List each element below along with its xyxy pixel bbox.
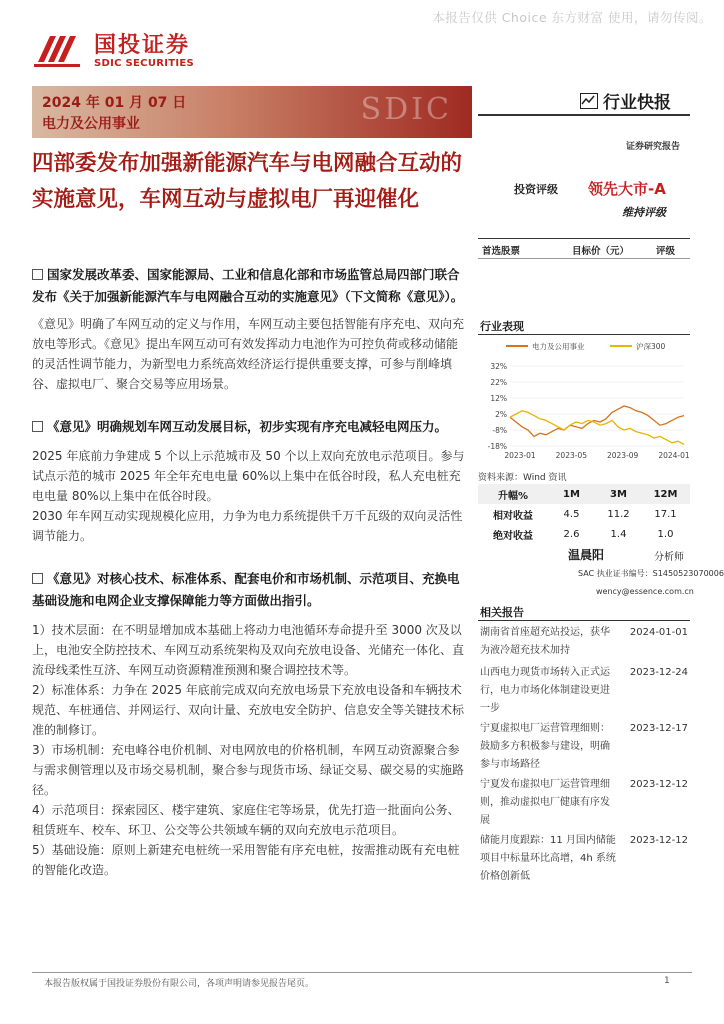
watermark: 本报告仅供 Choice 东方财富 使用，请勿传阅。 [432,10,712,25]
related-item[interactable] [480,664,688,720]
perf-row-label: 相对收益 [493,510,533,522]
analyst-license: SAC 执业证书编号：S1450523070006 [578,569,724,578]
analyst-email[interactable]: wency@essence.com.cn [596,587,694,596]
section-head-text: 国家发展改革委、国家能源局、工业和信息化部和市场监管总局四部门联合发布《关于加强新能源汽车与电网融合互动的实施意见》（下文简称《意见》）。 [32,267,464,304]
related-item-text[interactable]: 宁夏发布虚拟电厂运营管理细则，推动虚拟电厂健康有序发展 [480,779,610,826]
related-item-date: 2023-12-12 [629,835,688,846]
perf-cell: 2.6 [563,528,580,540]
perf-header: 12M [653,488,678,500]
x-tick-label: 2023-05 [555,451,588,460]
section-3 [32,568,468,880]
company-logo [30,32,194,70]
section-head [32,416,468,438]
section-1 [32,264,468,394]
stock-table-col2: 目标价（元） [572,246,630,257]
report-subtype: 证券研究报告 [626,142,681,152]
analyst-name: 温晨阳 [568,548,605,562]
x-tick-label: 2023-01 [504,451,536,460]
perf-row [478,504,690,524]
y-tick-label: 22% [490,378,507,387]
logo-text-cn: 国投证券 [94,32,191,58]
divider [478,620,690,621]
section-para: 2）标准体系：力争在 2025 年底前完成双向充放电场景下充放电设备和车辆技术规范、车桩通信、并网运行、双向计量、充放电安全防护、信息安全等关键技术标准的制修订。 [32,683,465,737]
series-line [510,411,684,445]
banner-brand: SDIC [360,92,452,127]
section-para: 《意见》明确了车网互动的定义与作用，车网互动主要包括智能有序充电、双向充放电等形式。《意见》提出车网互动可有效发挥动力电池作为可控负荷或移动储能的灵活性调节能力，为新型电力系统高效经济运行提供重要支撑，可参与削峰填谷、虚拟电厂、聚合交易等应用场景。 [32,317,465,391]
section-para: 2030 年车网互动实现规模化应用，力争为电力系统提供千万千瓦级的双向灵活性调节能力。 [32,509,463,543]
related-item-date: 2023-12-17 [629,723,688,734]
perf-header: 升幅% [497,490,529,502]
trend-chart-icon [580,93,598,109]
checkbox-icon [32,573,43,584]
related-item-text[interactable]: 宁夏虚拟电厂运营管理细则：鼓励多方积极参与建设，明确参与市场路径 [480,723,610,770]
section-2 [32,416,468,546]
footer-divider [32,972,692,973]
related-item-date: 2024-01-01 [629,627,688,638]
rating-action: 维持评级 [622,206,666,219]
related-item-date: 2023-12-24 [629,667,688,678]
related-item[interactable] [480,776,688,832]
performance-title: 行业表现 [480,320,524,333]
report-type [580,88,671,113]
perf-cell: 11.2 [607,508,630,520]
checkbox-icon [32,269,43,280]
perf-cell: 4.5 [563,508,580,520]
section-head [32,568,468,612]
y-tick-label: -18% [487,442,507,451]
perf-header: 1M [563,488,580,500]
related-item-text[interactable]: 储能月度跟踪：11 月国内储能项目中标量环比高增，4h 系统价格创新低 [480,835,616,882]
analyst-role: 分析师 [654,552,684,563]
checkbox-icon [32,421,43,432]
related-item-text[interactable]: 山西电力现货市场转入正式运行，电力市场化体制建设更进一步 [480,667,610,714]
section-head [32,264,468,308]
y-tick-label: 2% [495,410,507,419]
stock-table-col1: 首选股票 [482,246,521,257]
report-title: 四部委发布加强新能源汽车与电网融合互动的实施意见，车网互动与虚拟电厂再迎催化 [32,151,463,212]
chart-source: 资料来源：Wind 资讯 [478,473,567,483]
footer-text: 本报告版权属于国投证券股份有限公司，各项声明请参见报告尾页。 [44,979,315,989]
report-type-label: 行业快报 [603,93,671,113]
legend-label: 电力及公用事业 [532,342,585,351]
divider [478,334,690,335]
divider [478,238,690,239]
y-tick-label: 12% [490,394,507,403]
stock-table-col3: 评级 [656,246,676,257]
perf-row [478,524,690,544]
report-date: 2024 年 01 月 07 日 [42,95,187,111]
section-para: 4）示范项目：探索园区、楼宇建筑、家庭住宅等场景，优先打造一批面向公务、租赁班车、校车、环卫、公交等公共领域车辆的双向充放电示范项目。 [32,803,460,837]
related-list [480,624,688,888]
section-para: 2025 年底前力争建成 5 个以上示范城市及 50 个以上双向充放电示范项目。参与试点示范的城市 2025 年全年充电电量 60%以上集中在低谷时段，私人充电桩充电电量 80%以上集中在低谷时段。 [32,449,465,503]
perf-header: 3M [610,488,627,500]
section-head-text: 《意见》对核心技术、标准体系、配套电价和市场机制、示范项目、充换电基础设施和电网企业支撑保障能力等方面做出指引。 [32,571,460,608]
header-banner [32,86,472,138]
series-line [510,406,684,436]
logo-mark-icon [30,32,86,70]
performance-chart [478,338,690,464]
section-head-text: 《意见》明确规划车网互动发展目标，初步实现有序充电减轻电网压力。 [47,419,448,434]
related-item[interactable] [480,832,688,888]
section-para: 1）技术层面：在不明显增加成本基础上将动力电池循环寿命提升至 3000 次及以上，电池安全防控技术、车网互动系统架构及双向充放电设备、光储充一体化、直流母线柔性互济、车网互动资源精准预测和聚合调控技术等。 [32,623,465,677]
legend-label: 沪深300 [636,342,666,351]
rating-label: 投资评级 [514,183,558,196]
rating-value: 领先大市-A [588,180,666,198]
related-title: 相关报告 [480,606,524,619]
main-content [32,264,468,880]
divider [478,114,690,116]
y-tick-label: 32% [490,362,507,371]
perf-row-label: 绝对收益 [493,530,533,542]
related-item-text[interactable]: 湖南省首座超充站投运，获华为液冷超充技术加持 [480,627,610,656]
x-tick-label: 2023-09 [606,451,639,460]
x-tick-label: 2024-01 [658,451,690,460]
section-para: 3）市场机制：充电峰谷电价机制、对电网放电的价格机制，车网互动资源聚合参与需求侧管理以及市场交易机制，聚合参与现货市场、绿证交易、碳交易的实施路径。 [32,743,465,797]
perf-cell: 1.4 [610,528,627,540]
perf-cell: 1.0 [657,528,674,540]
performance-table [478,484,690,544]
page-number: 1 [664,976,670,986]
related-item[interactable] [480,720,688,776]
y-tick-label: -8% [492,426,507,435]
related-item-date: 2023-12-12 [629,779,688,790]
logo-text-en: SDIC SECURITIES [94,57,195,69]
section-para: 5）基础设施：原则上新建充电桩统一采用智能有序充电桩，按需推动既有充电桩的智能化改造。 [32,843,460,877]
divider [478,258,690,259]
report-industry: 电力及公用事业 [42,116,140,132]
perf-cell: 17.1 [654,508,677,520]
perf-header-row [478,484,690,504]
